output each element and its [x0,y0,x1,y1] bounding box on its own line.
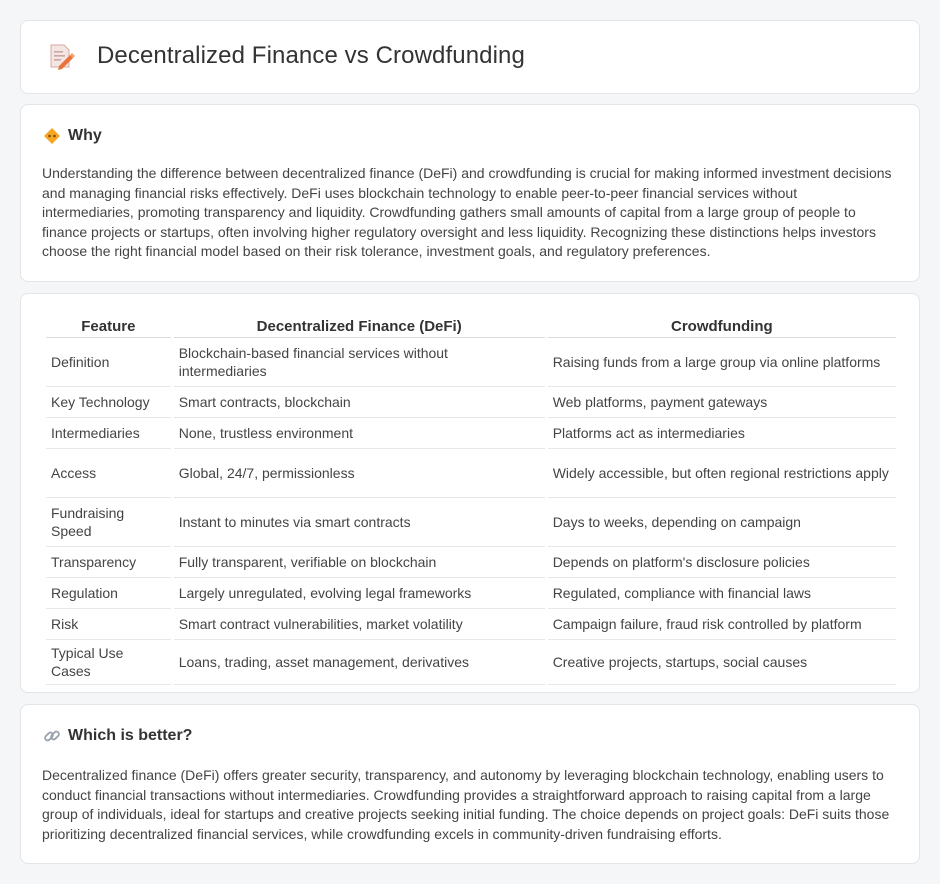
feature-cell: Transparency [46,547,171,578]
feature-cell: Intermediaries [46,418,171,449]
better-text: Decentralized finance (DeFi) offers greater security, transparency, and autonomy by leveraging blockchain technology, enabling users to conduct financial transactions without intermediaries. Crowdfunding provides a straightforward approach to raising capital from a large group of individuals, ideal for startups and creative projects seeking initial funding. The choice depends on project goals: DeFi suits those prioritizing decentralized financial services, while crowdfunding excels in community-driven fundraising efforts. [42,767,890,842]
crowdfunding-cell: Platforms act as intermediaries [548,418,896,449]
column-header: Decentralized Finance (DeFi) [174,316,545,338]
feature-cell: Definition [46,338,171,387]
header-row [45,41,525,71]
feature-cell: Key Technology [46,387,171,418]
defi-cell: Blockchain-based financial services without intermediaries [174,338,545,387]
defi-cell: Loans, trading, asset management, derivatives [174,640,545,685]
comparison-table [43,316,899,685]
feature-cell: Risk [46,609,171,640]
table-row [46,547,896,578]
defi-cell: Instant to minutes via smart contracts [174,498,545,547]
table-row [46,640,896,685]
crowdfunding-cell: Web platforms, payment gateways [548,387,896,418]
link-icon [43,727,61,745]
column-header: Feature [46,316,171,338]
crowdfunding-cell: Raising funds from a large group via online platforms [548,338,896,387]
document-pencil-icon [45,41,75,71]
feature-cell: Access [46,449,171,498]
feature-cell: Typical Use Cases [46,640,171,685]
defi-cell: Smart contracts, blockchain [174,387,545,418]
table-row [46,449,896,498]
defi-cell: Smart contract vulnerabilities, market volatility [174,609,545,640]
column-header: Crowdfunding [548,316,896,338]
table-row [46,387,896,418]
diamond-sign-icon [43,127,61,145]
crowdfunding-cell: Creative projects, startups, social causes [548,640,896,685]
table-row [46,578,896,609]
defi-cell: Global, 24/7, permissionless [174,449,545,498]
crowdfunding-cell: Regulated, compliance with financial laws [548,578,896,609]
table-row [46,498,896,547]
why-title: Why [68,127,102,144]
better-heading [43,727,192,745]
why-heading [43,127,102,145]
comparison-section [20,293,920,693]
crowdfunding-cell: Days to weeks, depending on campaign [548,498,896,547]
table-row [46,609,896,640]
which-is-better-section [20,704,920,864]
defi-cell: Largely unregulated, evolving legal frameworks [174,578,545,609]
defi-cell: None, trustless environment [174,418,545,449]
table-row [46,418,896,449]
table-row [46,338,896,387]
table-header-row [46,316,896,338]
why-text: Understanding the difference between decentralized finance (DeFi) and crowdfunding is crucial for making informed investment decisions and managing financial risks effectively. DeFi uses blockchain technology to enable peer-to-peer financial services without intermediaries, promoting transparency and liquidity. Crowdfunding gathers small amounts of capital from a large group of people to finance projects or startups, often involving higher regulatory oversight and less liquidity. Recognizing these distinctions helps investors choose the right financial model based on their risk tolerance, investment goals, and regulatory preferences. [42,165,892,260]
page-title: Decentralized Finance vs Crowdfunding [97,42,525,69]
crowdfunding-cell: Depends on platform's disclosure policies [548,547,896,578]
defi-cell: Fully transparent, verifiable on blockchain [174,547,545,578]
feature-cell: Fundraising Speed [46,498,171,547]
crowdfunding-cell: Widely accessible, but often regional restrictions apply [548,449,896,498]
why-section [20,104,920,282]
header-card [20,20,920,94]
better-title: Which is better? [68,727,193,744]
crowdfunding-cell: Campaign failure, fraud risk controlled by platform [548,609,896,640]
feature-cell: Regulation [46,578,171,609]
